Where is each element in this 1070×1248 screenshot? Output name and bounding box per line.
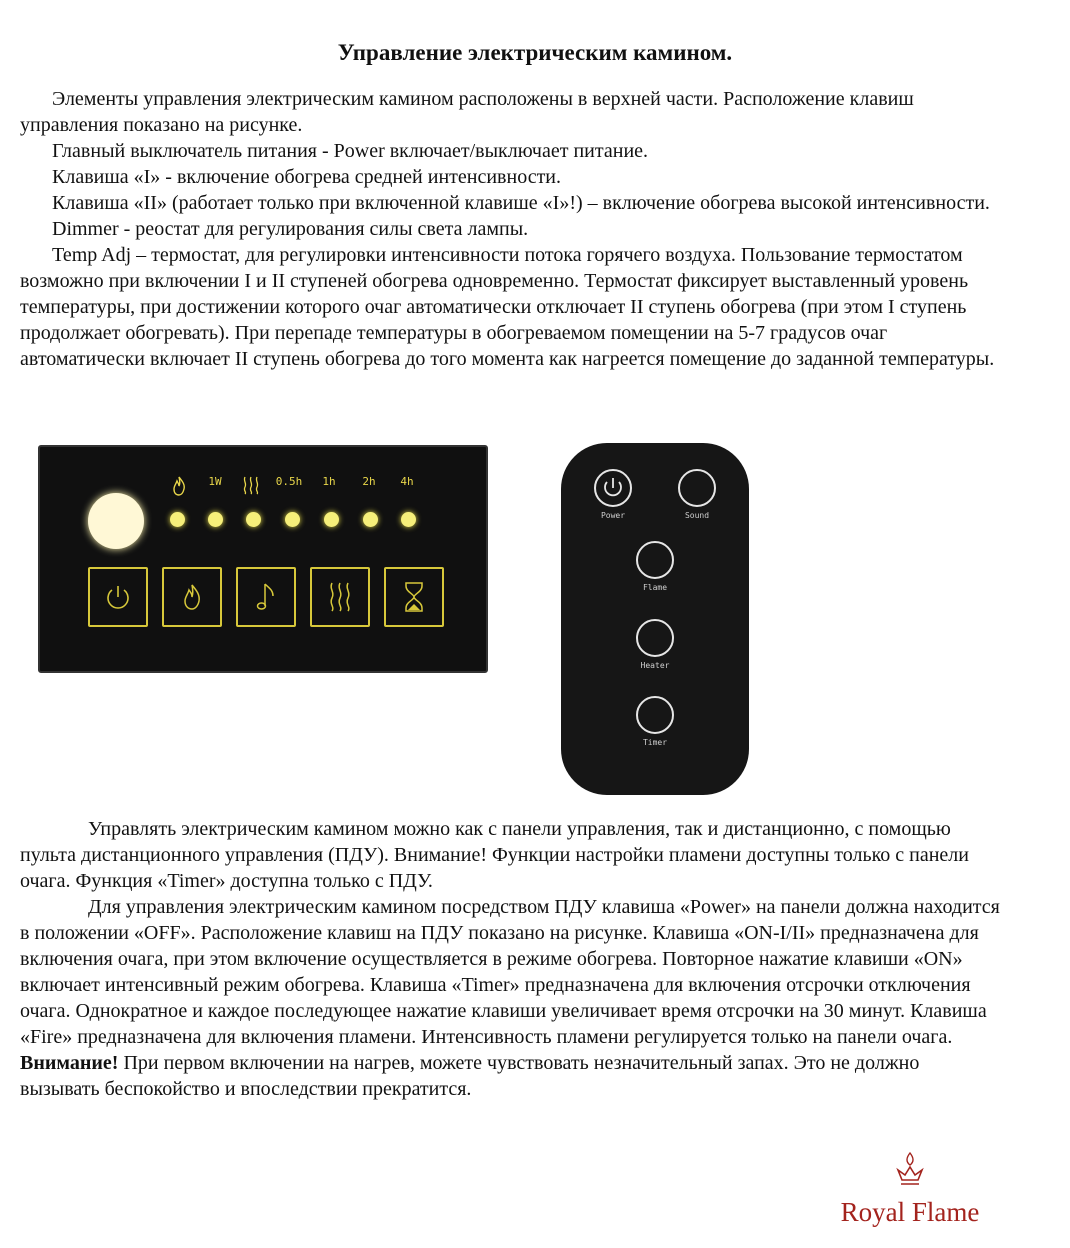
- panel-label: 1W: [208, 475, 222, 488]
- body-paragraph: Для управления электрическим камином посредством ПДУ клавиша «Power» на панели должна находится в положении «OFF». Расположение клавиш на ПДУ показано на рисунке. Клавиша «ON-I/II» предназначена для включения очага, при этом включение осуществляется в режиме обогрева. Повторное нажатие клавиши «ON» включает интенсивный режим обогрева. Клавиша «Timer» предназначена для включения отсрочки отключения очага. Однократное и каждое последующее нажатие клавиши увеличивает время отсрочки на 30 минут. Клавиша «Fire» предназначена для включения пламени. Интенсивность пламени регулируется только на панели очага.: [20, 896, 1000, 1048]
- indicator-led: [208, 512, 223, 527]
- royal-flame-logo: [840, 1150, 980, 1228]
- panel-sound-key[interactable]: [236, 567, 296, 627]
- panel-label: 2h: [362, 475, 376, 488]
- indicator-led: [246, 512, 261, 527]
- panel-flame-key[interactable]: [162, 567, 222, 627]
- warning-paragraph: [20, 1050, 1000, 1102]
- panel-label: 0.5h: [275, 475, 303, 488]
- remote-heater-label: Heater: [640, 661, 670, 670]
- heat-indicator-icon: [234, 475, 268, 498]
- hourglass-icon: [401, 579, 427, 615]
- intro-paragraph: Элементы управления электрическим камином расположены в верхней части. Расположение клавиш управления показано на рисунке.: [20, 88, 914, 136]
- remote-flame-button[interactable]: [636, 541, 674, 579]
- remote-sound-button[interactable]: [678, 469, 716, 507]
- remote-flame-label: Flame: [642, 583, 668, 592]
- intro-paragraph: Клавиша «II» (работает только при включенной клавише «I»!) – включение обогрева высокой интенсивности.: [52, 192, 990, 214]
- page-title: Управление электрическим камином.: [337, 40, 733, 65]
- crown-flame-icon: [892, 1150, 928, 1190]
- power-icon: [103, 582, 133, 612]
- warning-label: Внимание!: [20, 1052, 119, 1074]
- heat-waves-icon: [325, 580, 355, 614]
- intro-text: [20, 86, 1000, 372]
- dimmer-knob: [88, 493, 144, 549]
- intro-paragraph: Главный выключатель питания - Power включает/выключает питание.: [52, 140, 649, 162]
- remote-sound-label: Sound: [684, 511, 710, 520]
- panel-label: 1h: [322, 475, 336, 488]
- control-panel-image: [38, 445, 488, 673]
- power-icon: [596, 471, 630, 505]
- intro-paragraph: Temp Adj – термостат, для регулировки интенсивности потока горячего воздуха. Пользование термостатом возможно при включении I и II ступеней обогрева одновременно. Термостат фиксирует выставленный уровень температуры, при достижении которого очаг автоматически отключает II ступень обогрева (при этом I ступень продолжает обогревать). При перепаде температуры в обогреваемом помещении на 5-7 градусов очаг автоматически включает II ступень обогрева до того момента как нагреется помещение до заданной температуры.: [20, 244, 995, 370]
- indicator-led: [363, 512, 378, 527]
- remote-control-image: [561, 443, 749, 795]
- indicator-led: [401, 512, 416, 527]
- indicator-led: [285, 512, 300, 527]
- music-note-icon: [253, 580, 279, 614]
- panel-power-key[interactable]: [88, 567, 148, 627]
- flame-indicator-icon: [162, 475, 196, 500]
- indicator-led: [324, 512, 339, 527]
- indicator-led: [170, 512, 185, 527]
- warning-text: При первом включении на нагрев, можете чувствовать незначительный запах. Это не должно вызывать беспокойство и впоследствии прекратится.: [20, 1052, 920, 1100]
- remote-instructions: [20, 816, 1000, 1102]
- remote-power-button[interactable]: [594, 469, 632, 507]
- panel-timer-key[interactable]: [384, 567, 444, 627]
- remote-heater-button[interactable]: [636, 619, 674, 657]
- intro-paragraph: Клавиша «I» - включение обогрева средней интенсивности.: [52, 166, 562, 188]
- flame-icon: [179, 582, 205, 612]
- panel-heat-key[interactable]: [310, 567, 370, 627]
- logo-text: Royal Flame: [840, 1197, 980, 1227]
- remote-timer-label: Timer: [642, 738, 668, 747]
- remote-power-label: Power: [600, 511, 626, 520]
- intro-paragraph: Dimmer - реостат для регулирования силы света лампы.: [52, 218, 529, 240]
- body-paragraph: Управлять электрическим камином можно как с панели управления, так и дистанционно, с помощью пульта дистанционного управления (ПДУ). Внимание! Функции настройки пламени доступны только с панели очага. Функция «Timer» доступна только с ПДУ.: [20, 818, 969, 892]
- panel-label: 4h: [400, 475, 414, 488]
- remote-timer-button[interactable]: [636, 696, 674, 734]
